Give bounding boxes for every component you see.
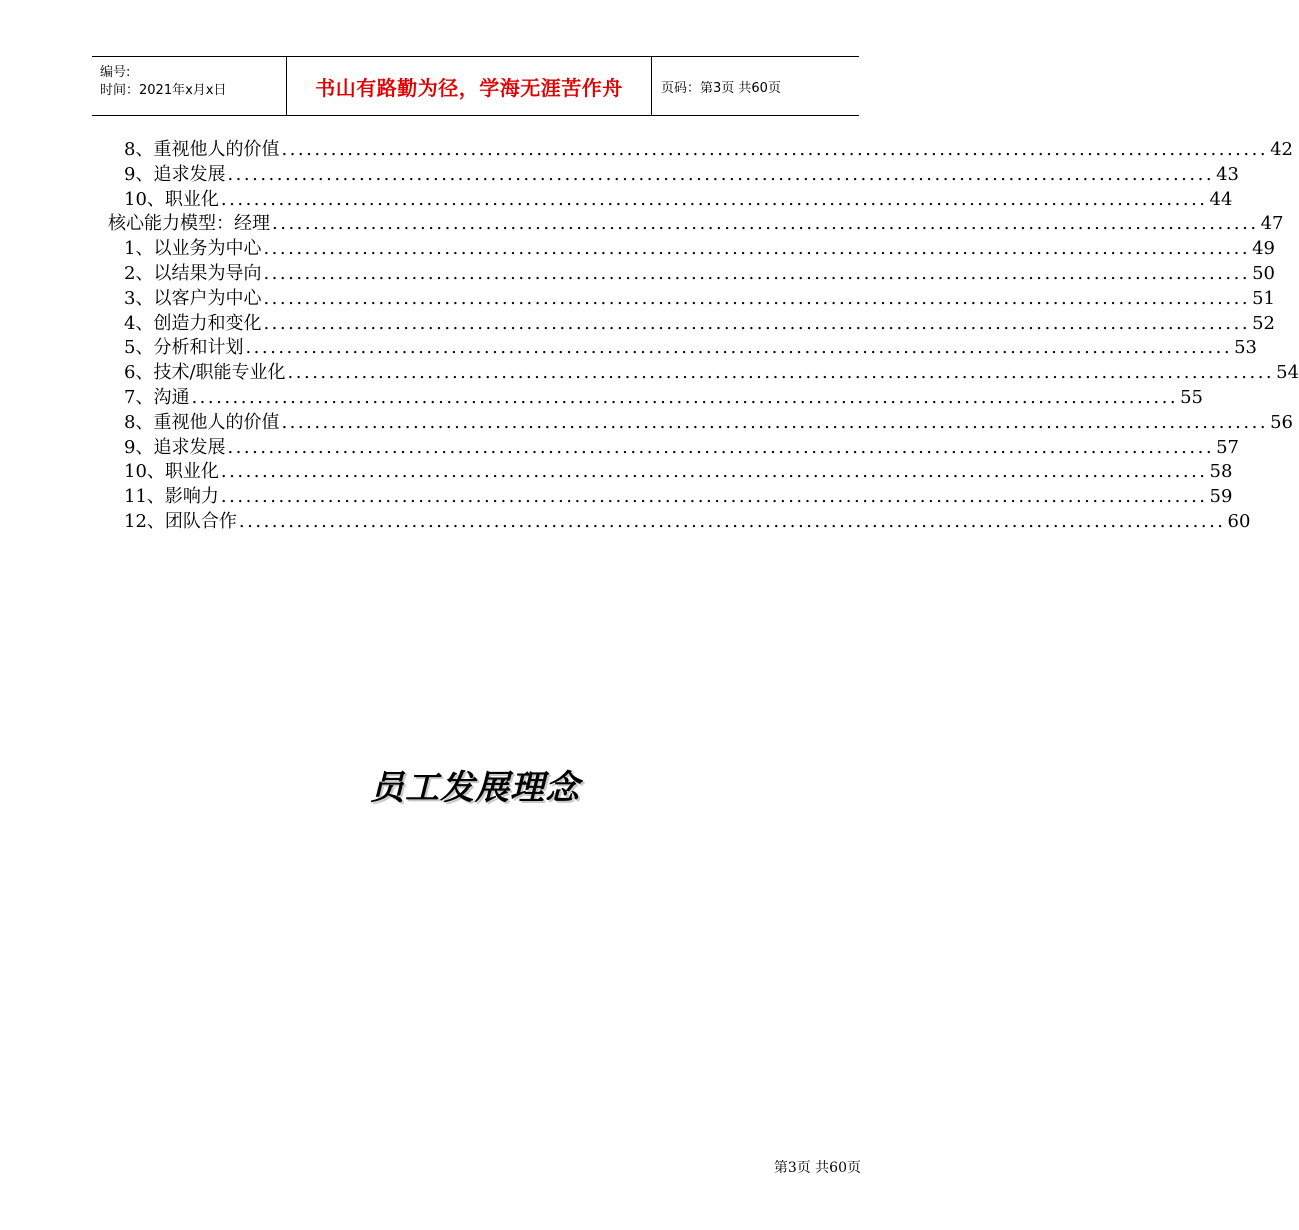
toc-entry-page-number: 42 [1270, 139, 1293, 160]
toc-entry-page-number: 49 [1252, 238, 1275, 260]
toc-entry-page-number: 57 [1216, 436, 1239, 458]
toc-entry[interactable] [124, 137, 1293, 162]
toc-entry-label: 7、沟通 [124, 387, 190, 408]
toc-entry-page-number: 53 [1234, 337, 1257, 359]
toc-entry-page-number: 44 [1209, 188, 1233, 210]
toc-entry-page-number: 60 [1227, 511, 1251, 532]
toc-entry[interactable] [124, 484, 1233, 509]
toc-entry-page-number: 47 [1260, 213, 1284, 235]
header-page-info: 页码：第3页 共60页 [661, 80, 781, 96]
toc-dot-leader: ........................................................................................................................ [287, 362, 1275, 384]
toc-entry[interactable] [124, 187, 1233, 212]
toc-dot-leader: ........................................................................................................................ [272, 213, 1259, 235]
header-motto-cell [287, 57, 652, 115]
toc-entry[interactable] [124, 236, 1275, 261]
toc-entry[interactable] [124, 435, 1239, 460]
toc-entry-label: 3、以客户为中心 [124, 287, 262, 309]
document-time-label: 时间：2021年x月x日 [100, 83, 227, 98]
toc-entry[interactable] [124, 459, 1233, 484]
toc-entry-page-number: 55 [1180, 387, 1203, 408]
toc-entry-page-number: 54 [1276, 362, 1299, 384]
toc-entry-label: 10、职业化 [124, 461, 219, 483]
toc-dot-leader: ........................................................................................................................ [263, 312, 1251, 334]
toc-dot-leader: ........................................................................................................................ [227, 163, 1215, 185]
toc-dot-leader: ........................................................................................................................ [238, 511, 1226, 532]
toc-dot-leader: ........................................................................................................................ [220, 486, 1208, 508]
toc-entry[interactable] [124, 385, 1203, 410]
page-footer: 第3页 共60页 [773, 1160, 861, 1176]
toc-dot-leader: ........................................................................................................................ [281, 139, 1269, 160]
toc-entry-label: 8、重视他人的价值 [124, 411, 280, 433]
toc-entry-page-number: 56 [1270, 411, 1293, 433]
toc-dot-leader: ........................................................................................................................ [263, 263, 1251, 284]
toc-dot-leader: ........................................................................................................................ [281, 411, 1269, 433]
toc-entry-page-number: 59 [1209, 486, 1233, 508]
toc-entry-label: 6、技术/职能专业化 [124, 362, 286, 384]
toc-entry-page-number: 52 [1252, 312, 1275, 334]
toc-entry[interactable] [124, 162, 1239, 187]
toc-entry-label: 11、影响力 [124, 486, 219, 508]
toc-entry-label: 12、团队合作 [124, 511, 237, 532]
toc-dot-leader: ........................................................................................................................ [263, 287, 1251, 309]
toc-entry[interactable] [124, 311, 1275, 336]
toc-dot-leader: ........................................................................................................................ [263, 238, 1251, 260]
toc-dot-leader: ........................................................................................................................ [245, 337, 1233, 359]
header-motto: 书山有路勤为径，学海无涯苦作舟 [315, 75, 623, 100]
toc-entry-label: 8、重视他人的价值 [124, 139, 280, 160]
toc-dot-leader: ........................................................................................................................ [191, 387, 1179, 408]
toc-entry[interactable] [124, 335, 1257, 360]
toc-entry-label: 4、创造力和变化 [124, 312, 262, 334]
page-header [92, 56, 859, 116]
section-title: 员工发展理念 [370, 768, 580, 808]
toc-dot-leader: ........................................................................................................................ [220, 461, 1208, 483]
toc-entry[interactable] [124, 360, 1299, 385]
toc-entry-label: 核心能力模型：经理 [108, 213, 270, 235]
toc-entry-label: 10、职业化 [124, 188, 219, 210]
toc-dot-leader: ........................................................................................................................ [220, 188, 1208, 210]
toc-entry-label: 5、分析和计划 [124, 337, 244, 359]
toc-entry[interactable] [124, 286, 1275, 311]
toc-entry[interactable] [124, 410, 1293, 435]
toc-entry-label: 9、追求发展 [124, 436, 226, 458]
toc-entry-page-number: 50 [1252, 263, 1275, 284]
document-number-label: 编号: [100, 65, 131, 80]
toc-entry[interactable] [108, 211, 1284, 236]
toc-dot-leader: ........................................................................................................................ [227, 436, 1215, 458]
toc-entry-label: 9、追求发展 [124, 163, 226, 185]
toc-entry-page-number: 51 [1252, 287, 1275, 309]
header-meta-cell [92, 57, 287, 115]
toc-entry-label: 1、以业务为中心 [124, 238, 262, 260]
header-page-cell [652, 57, 859, 115]
toc-entry-page-number: 58 [1209, 461, 1233, 483]
toc-entry-page-number: 43 [1216, 163, 1239, 185]
toc-entry[interactable] [124, 261, 1275, 286]
toc-entry[interactable] [124, 509, 1251, 534]
toc-entry-label: 2、以结果为导向 [124, 263, 262, 284]
